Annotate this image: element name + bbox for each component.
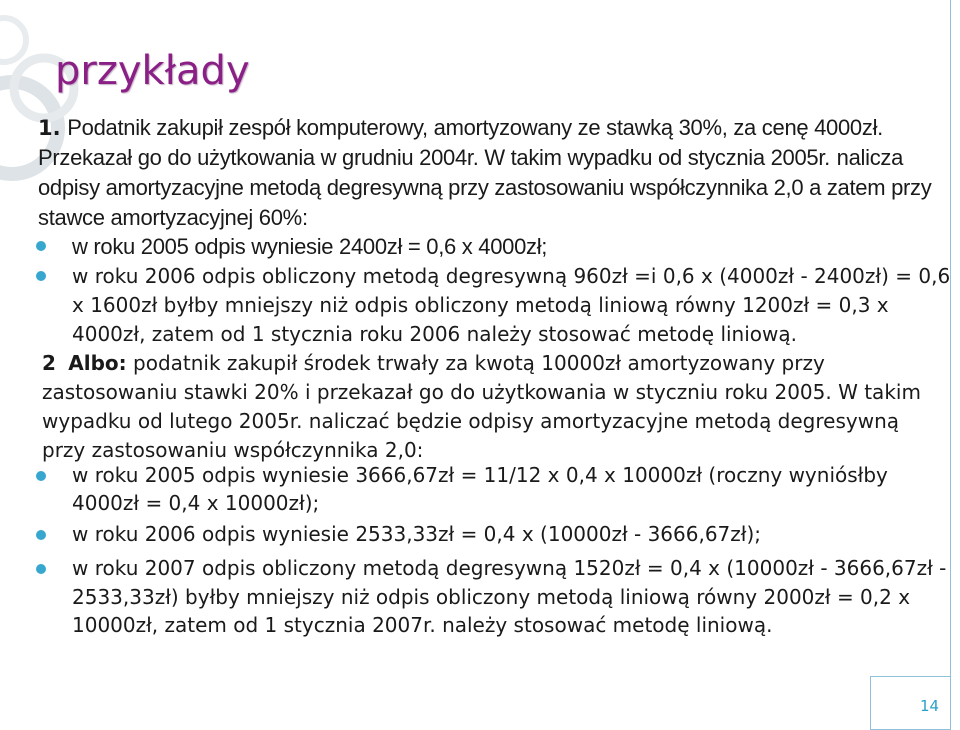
bullet-icon: [36, 241, 46, 251]
bullet-text: w roku 2006 odpis obliczony metodą degresywną 960zł =i 0,6 x (4000zł - 2400zł) = 0,6 x 1600zł byłby mniejszy niż odpis obliczony metodą liniową równy 1200zł = 0,3 x 4000zł, zatem od 1 stycznia roku 2006 należy stosować metodę liniową.: [72, 264, 951, 346]
bullet-icon: [36, 564, 46, 574]
page-number: 14: [920, 697, 940, 715]
bullet-text: w roku 2005 odpis wyniesie 3666,67zł = 11/12 x 0,4 x 10000zł (roczny wyniósłby 4000zł = 0,4 x 10000zł);: [72, 463, 888, 515]
bullet-text: w roku 2007 odpis obliczony metodą degresywną 1520zł = 0,4 x (10000zł - 3666,67zł - 2533,33zł) byłby mniejszy niż odpis obliczony metodą liniową równy 2000zł = 0,2 x 10000zł, zatem od 1 stycznia 2007r. należy stosować metodę liniową.: [72, 556, 947, 637]
example-2-number: 2: [42, 351, 56, 375]
bullet-icon: [36, 471, 46, 481]
bullet-icon: [36, 271, 46, 281]
example-2-text: podatnik zakupił środek trwały za kwotą 10000zł amortyzowany przy zastosowaniu stawki 20% i przekazał go do użytkowania w styczniu roku 2005. W takim wypadku od lutego 2005r. naliczać będzie odpisy amortyzacyjne metodą degresywną przy zastosowaniu współczynnika 2,0:: [42, 351, 921, 462]
bullet-text: w roku 2006 odpis wyniesie 2533,33zł = 0,4 x (10000zł - 3666,67zł);: [72, 522, 762, 546]
example-1-text-a: Podatnik zakupił zespół komputerowy, amortyzowany ze stawką 30%, za cenę 4000zł. Przekazał go do użytkowania w grudniu 2004r. W takim wypadku od stycznia 2005r.: [38, 115, 883, 170]
example-2-label: Albo:: [68, 351, 127, 375]
example-1-number: 1.: [38, 116, 61, 140]
example-1-text-b: nalicza odpisy amortyzacyjne metodą degresywną przy zastosowaniu współczynnika 2,0 a zatem przy stawce amortyzacyjnej 60%:: [38, 145, 932, 230]
bullet-icon: [36, 530, 46, 540]
bullet-text: w roku 2005 odpis wyniesie 2400zł = 0,6 x 4000zł;: [72, 234, 548, 259]
slide-title: przykłady: [55, 48, 250, 94]
